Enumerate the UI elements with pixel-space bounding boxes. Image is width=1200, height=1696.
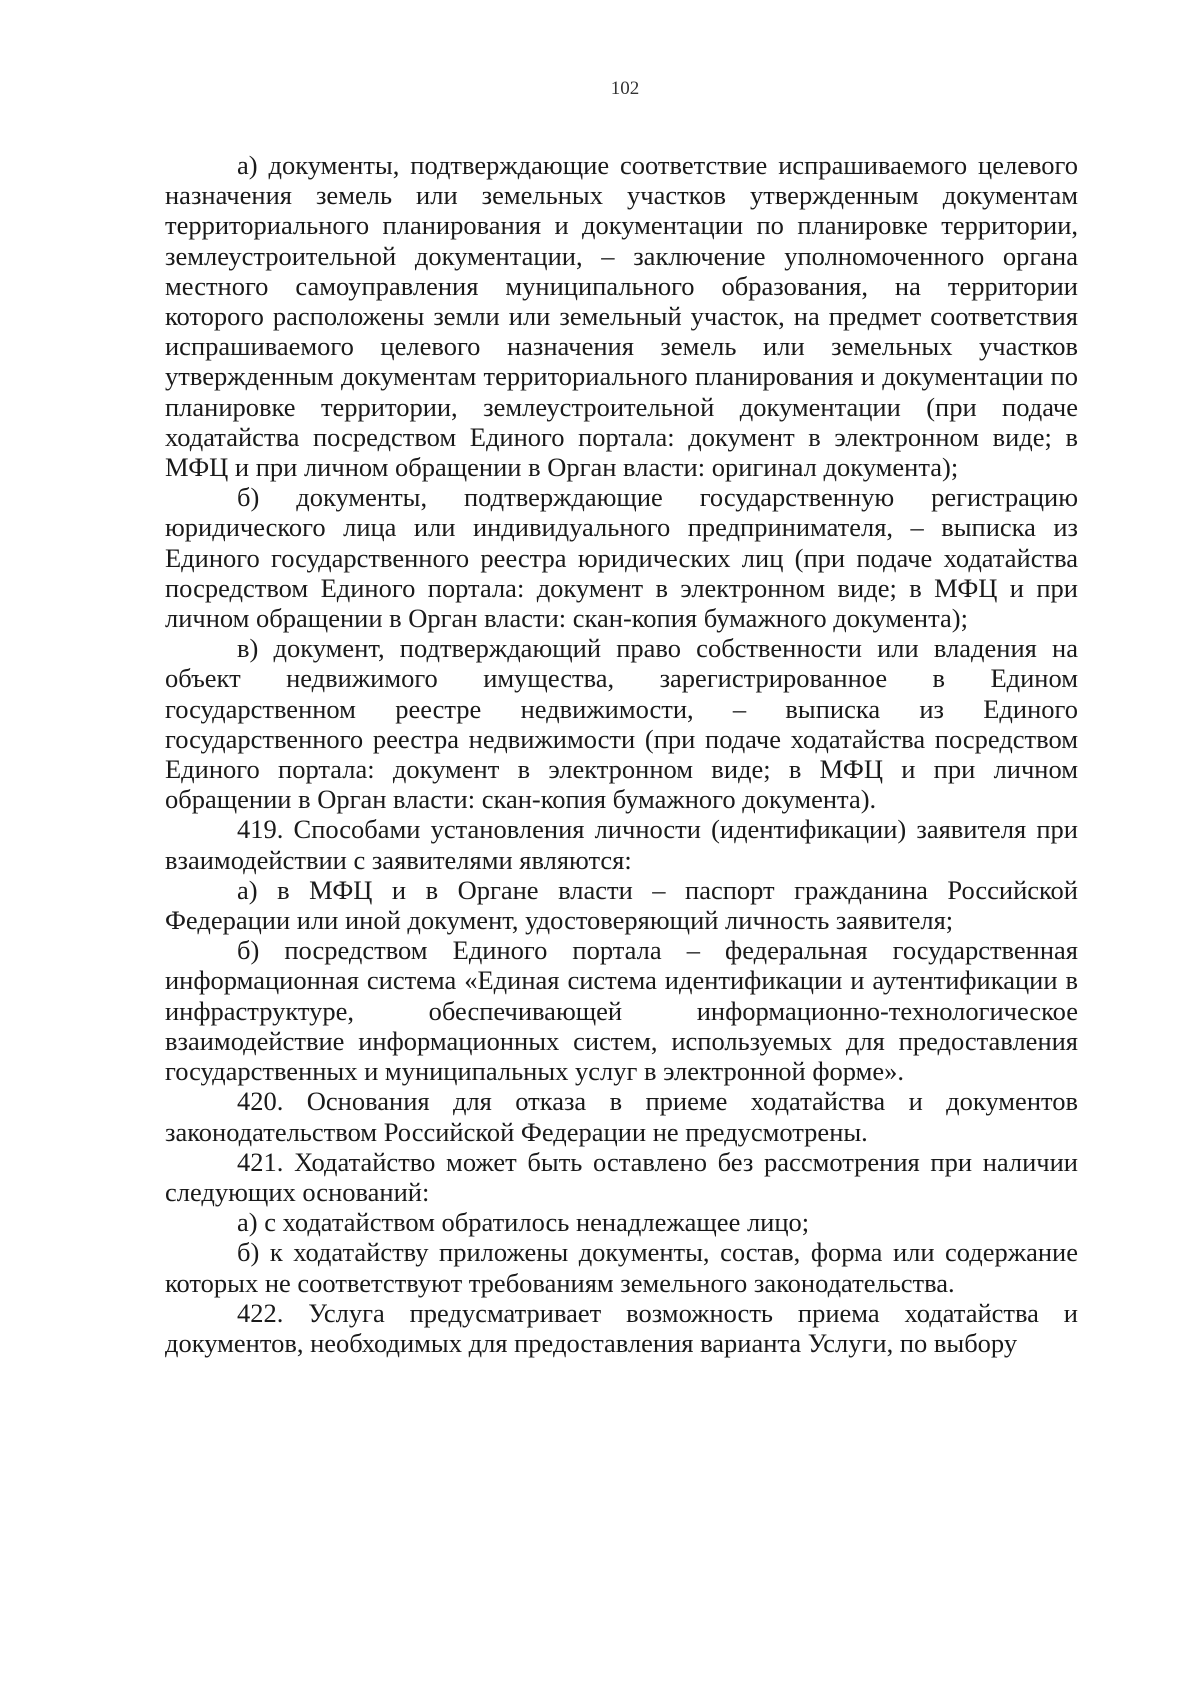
paragraph-418b: б) документы, подтверждающие государственную регистрацию юридического лица или индивидуального предпринимателя, – выписка из Единого государственного реестра юридических лиц (при подаче ходатайства посредством Единого портала: документ в электронном виде; в МФЦ и при личном обращении в Орган власти: скан-копия бумажного документа); — [165, 482, 1078, 634]
paragraph-421a: а) с ходатайством обратилось ненадлежащее лицо; — [237, 1207, 810, 1238]
paragraph-421: 421. Ходатайство может быть оставлено без рассмотрения при наличии следующих оснований: — [165, 1146, 1078, 1207]
paragraph-418c: в) документ, подтверждающий право собственности или владения на объект недвижимого имущества, зарегистрированное в Едином государственном реестре недвижимости, – выписка из Единого государственного реестра недвижимости (при подаче ходатайства посредством Единого портала: документ в электронном виде; в МФЦ и при личном обращении в Орган власти: скан-копия бумажного документа). — [165, 633, 1078, 815]
paragraph-418a: а) документы, подтверждающие соответствие испрашиваемого целевого назначения земель или земельных участков утвержденным документам территориального планирования и документации по планировке территории, землеустроительной документации, – заключение уполномоченного органа местного самоуправления муниципального образования, на территории которого расположены земли или земельный участок, на предмет соответствия испрашиваемого целевого назначения земель или земельных участков утвержденным документам территориального планирования и документации по планировке территории, землеустроительной документации (при подаче ходатайства посредством Единого портала: документ в электронном виде; в МФЦ и при личном обращении в Орган власти: оригинал документа); — [165, 150, 1078, 483]
paragraph-419a: а) в МФЦ и в Органе власти – паспорт гражданина Российской Федерации или иной документ, удостоверяющий личность заявителя; — [165, 874, 1078, 936]
paragraph-419: 419. Способами установления личности (идентификации) заявителя при взаимодействии с заявителями являются: — [165, 814, 1078, 875]
paragraph-419b: б) посредством Единого портала – федеральная государственная информационная система «Единая система идентификации и аутентификации в инфраструктуре, обеспечивающей информационно-технологическое взаимодействие информационных систем, используемых для предоставления государственных и муниципальных услуг в электронной форме». — [165, 935, 1078, 1087]
document-body — [165, 150, 1078, 1358]
paragraph-420: 420. Основания для отказа в приеме ходатайства и документов законодательством Российской Федерации не предусмотрены. — [165, 1086, 1078, 1147]
page-number: 102 — [610, 78, 640, 99]
paragraph-422: 422. Услуга предусматривает возможность приема ходатайства и документов, необходимых для предоставления варианта Услуги, по выбору — [165, 1297, 1078, 1358]
paragraph-421b: б) к ходатайству приложены документы, состав, форма или содержание которых не соответствуют требованиям земельного законодательства. — [165, 1237, 1078, 1298]
